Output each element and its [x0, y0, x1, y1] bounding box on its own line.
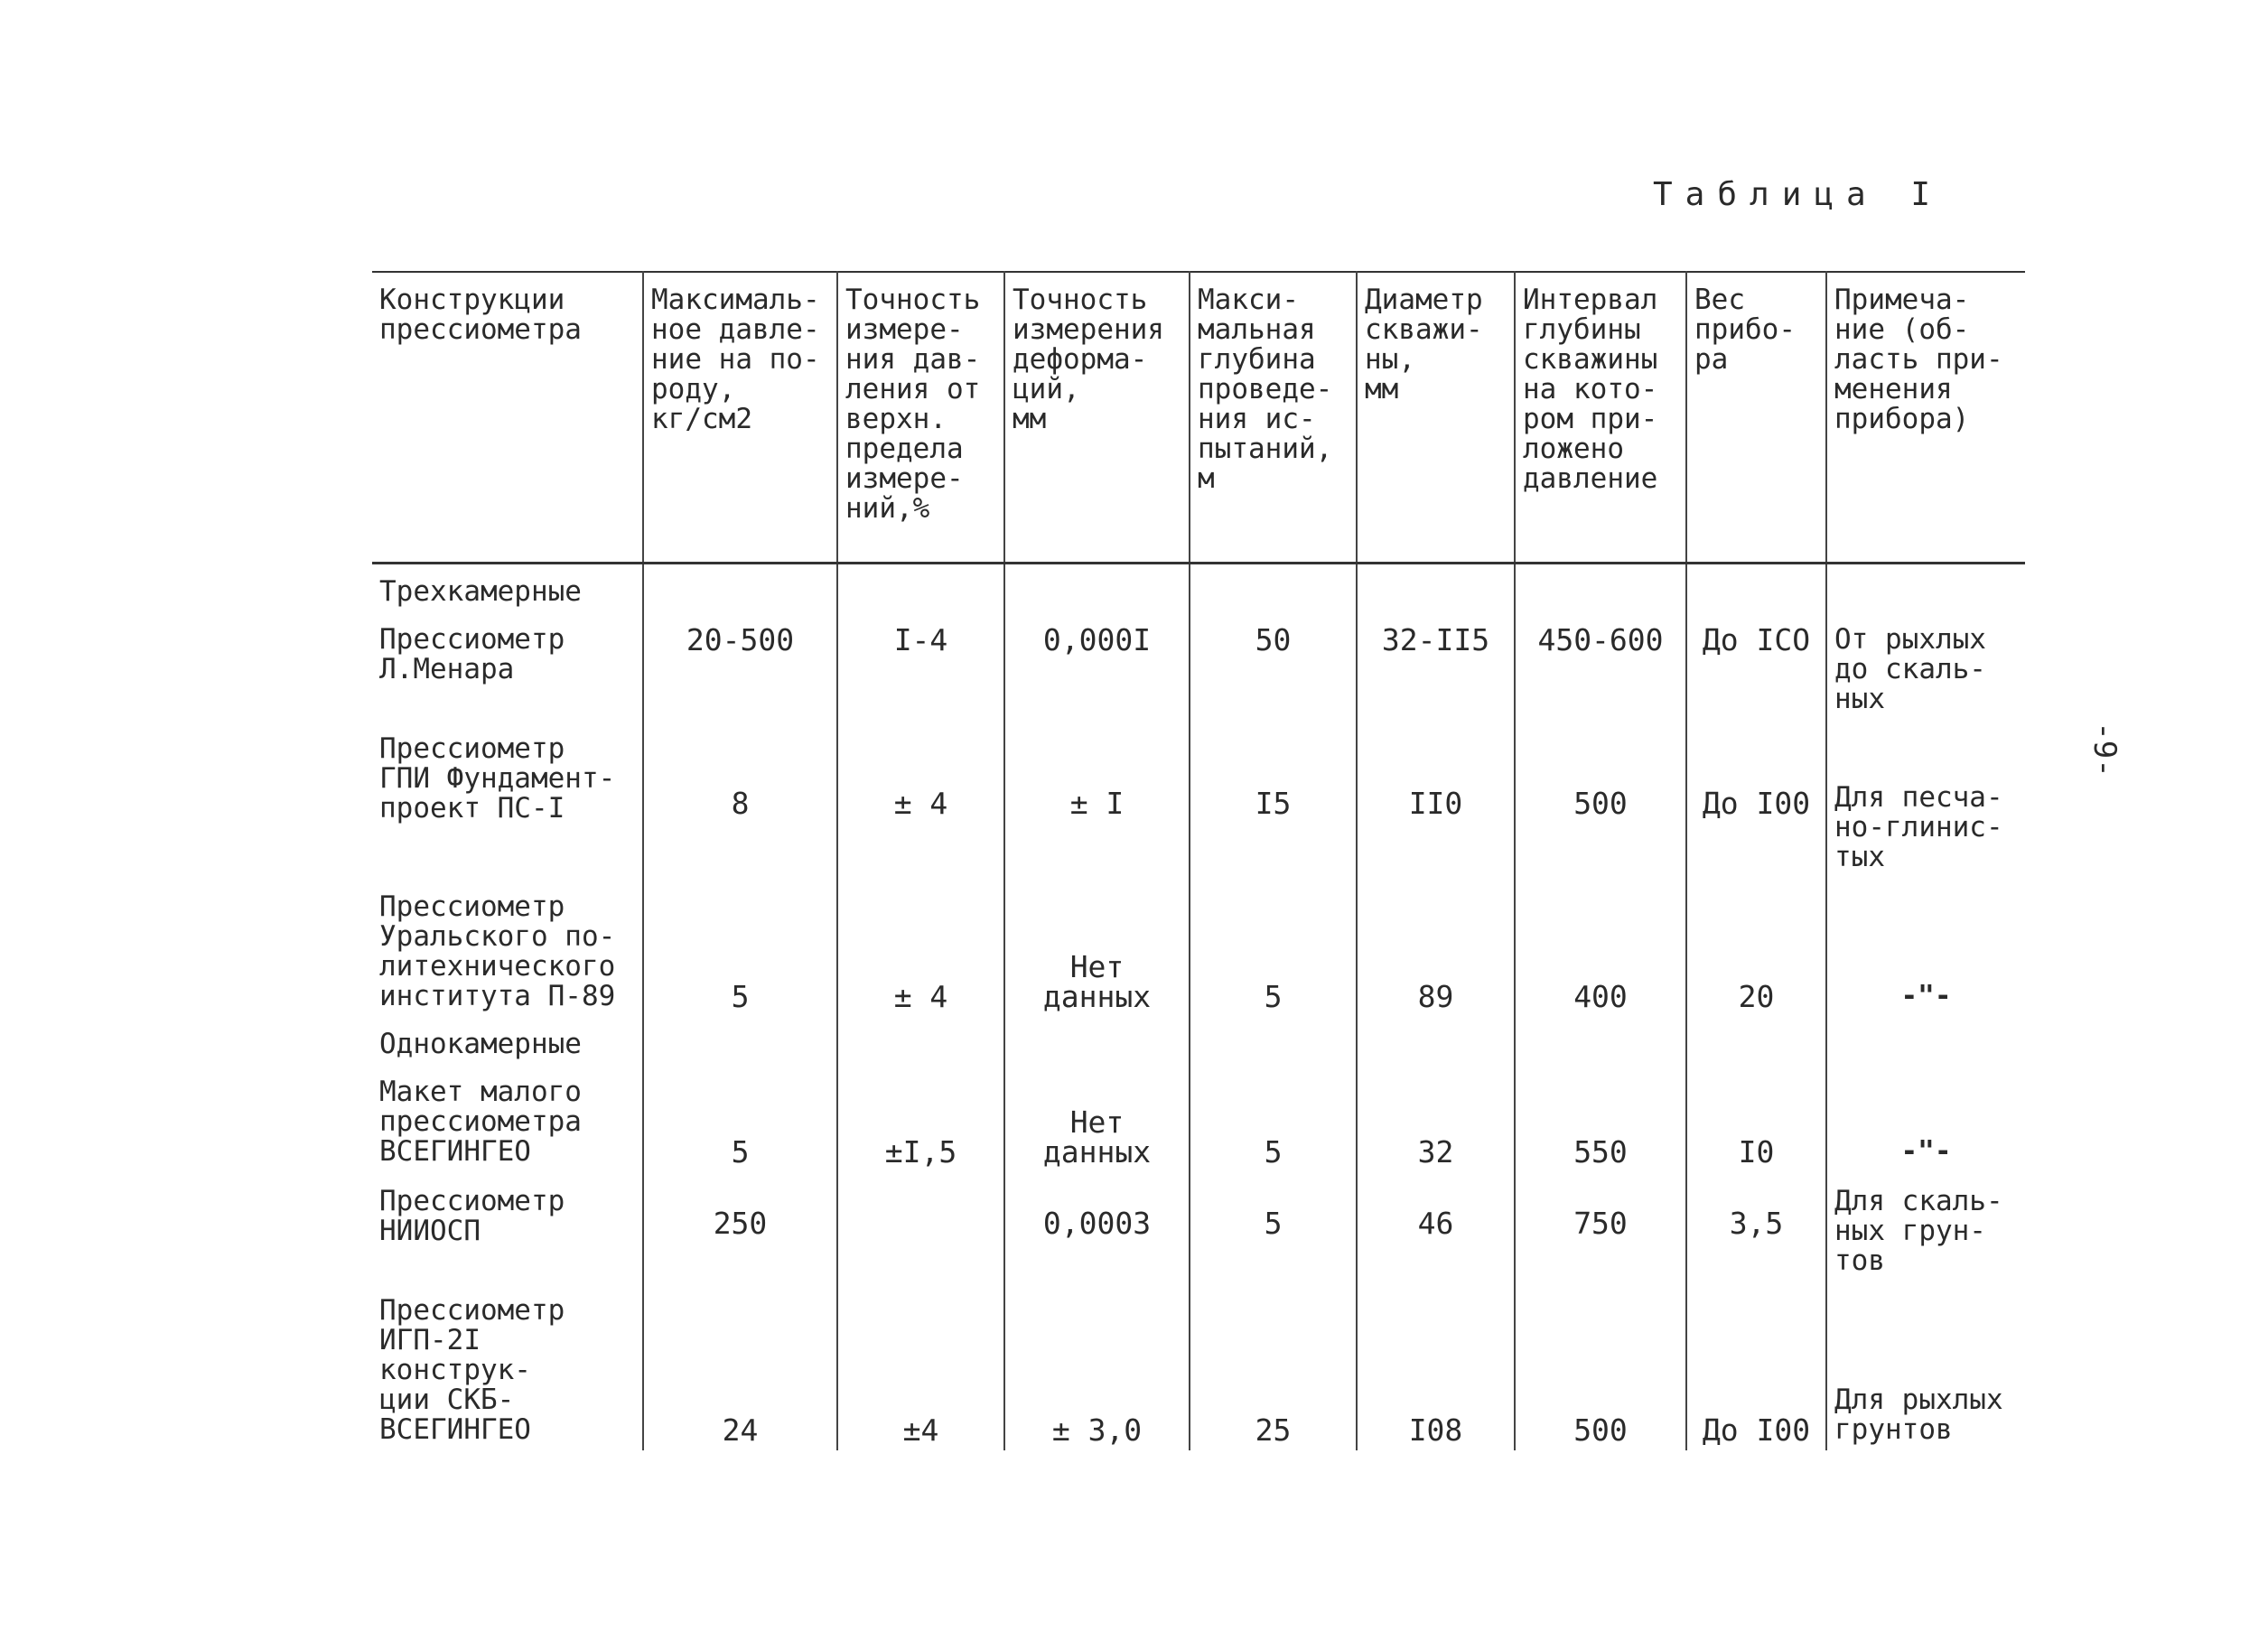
borehole-diameter: 32-II5 — [1357, 610, 1515, 720]
device-name: Прессиометр Л.Менара — [379, 623, 565, 685]
note: От рыхлых до скаль- ных — [1826, 610, 2025, 720]
table-row — [372, 610, 2025, 720]
max-depth: I5 — [1190, 720, 1357, 878]
depth-interval: 750 — [1515, 1172, 1686, 1282]
device-name: Прессиометр Уральского по- литехнического института П-89 — [379, 890, 616, 1012]
deformation-accuracy: 0,000I — [1004, 610, 1190, 720]
group-label: Однокамерные — [379, 1028, 582, 1060]
header-cell: Конструкции прессиометра — [379, 284, 582, 346]
device-weight: До IСО — [1686, 610, 1826, 720]
device-name: Прессиометр ИГП-2I конструк- ции СКБ- ВСЕГИНГЕО — [379, 1294, 565, 1446]
note: Для скаль- ных грун- тов — [1826, 1172, 2025, 1282]
device-name: Прессиометр НИИОСП — [379, 1185, 565, 1247]
device-weight: До I00 — [1686, 1282, 1826, 1450]
note: -"- — [1826, 1063, 2025, 1172]
header-row — [372, 272, 2025, 564]
table-row — [372, 1063, 2025, 1172]
max-depth: 5 — [1190, 1172, 1357, 1282]
page-number: -9- — [2086, 722, 2123, 778]
header-cell: Макси- мальная глубина проведе- ния ис- пытаний, м — [1190, 272, 1357, 564]
group-row — [372, 564, 2025, 611]
device-weight: 20 — [1686, 878, 1826, 1017]
device-weight: До I00 — [1686, 720, 1826, 878]
max-pressure: 8 — [643, 720, 837, 878]
device-weight: 3,5 — [1686, 1172, 1826, 1282]
header-cell: Максималь- ное давле- ние на по- роду, кг/см2 — [643, 272, 837, 564]
max-depth: 5 — [1190, 1063, 1357, 1172]
pressure-accuracy — [837, 1172, 1004, 1282]
max-pressure: 20-500 — [643, 610, 837, 720]
deformation-accuracy: ± I — [1004, 720, 1190, 878]
table-row — [372, 1172, 2025, 1282]
deformation-accuracy: Нет данных — [1004, 878, 1190, 1017]
table-row — [372, 720, 2025, 878]
header-cell: Диаметр скважи- ны, мм — [1357, 272, 1515, 564]
table-title: Таблица I — [1653, 176, 1944, 213]
header-cell: Примеча- ние (об- ласть при- менения прибора) — [1826, 272, 2025, 564]
depth-interval: 550 — [1515, 1063, 1686, 1172]
pressuremeter-table — [372, 271, 2025, 1450]
header-cell: Вес прибо- ра — [1686, 272, 1826, 564]
borehole-diameter: 46 — [1357, 1172, 1515, 1282]
deformation-accuracy: ± 3,0 — [1004, 1282, 1190, 1450]
pressure-accuracy: I-4 — [837, 610, 1004, 720]
borehole-diameter: I08 — [1357, 1282, 1515, 1450]
device-name: Макет малого прессиометра ВСЕГИНГЕО — [379, 1076, 582, 1168]
device-weight: I0 — [1686, 1063, 1826, 1172]
group-row — [372, 1017, 2025, 1063]
depth-interval: 450-600 — [1515, 610, 1686, 720]
max-depth: 5 — [1190, 878, 1357, 1017]
depth-interval: 500 — [1515, 1282, 1686, 1450]
borehole-diameter: II0 — [1357, 720, 1515, 878]
header-cell: Точность измерения деформа- ций, мм — [1004, 272, 1190, 564]
borehole-diameter: 89 — [1357, 878, 1515, 1017]
depth-interval: 500 — [1515, 720, 1686, 878]
table-row — [372, 878, 2025, 1017]
pressure-accuracy: ±4 — [837, 1282, 1004, 1450]
group-label: Трехкамерные — [379, 575, 582, 608]
depth-interval: 400 — [1515, 878, 1686, 1017]
header-cell: Точность измере- ния дав- ления от верхн. предела измере- ний,% — [837, 272, 1004, 564]
deformation-accuracy: 0,0003 — [1004, 1172, 1190, 1282]
max-pressure: 250 — [643, 1172, 837, 1282]
max-depth: 25 — [1190, 1282, 1357, 1450]
header-cell: Интервал глубины скважины на кото- ром при- ложено давление — [1515, 272, 1686, 564]
max-pressure: 5 — [643, 878, 837, 1017]
max-pressure: 5 — [643, 1063, 837, 1172]
pressure-accuracy: ±I,5 — [837, 1063, 1004, 1172]
table-row — [372, 1282, 2025, 1450]
max-pressure: 24 — [643, 1282, 837, 1450]
device-name: Прессиометр ГПИ Фундамент- проект ПС-I — [379, 732, 616, 825]
borehole-diameter: 32 — [1357, 1063, 1515, 1172]
note: Для рыхлых грунтов — [1826, 1282, 2025, 1450]
max-depth: 50 — [1190, 610, 1357, 720]
pressure-accuracy: ± 4 — [837, 878, 1004, 1017]
deformation-accuracy: Нет данных — [1004, 1063, 1190, 1172]
note: -"- — [1826, 878, 2025, 1017]
note: Для песча- но-глинис- тых — [1826, 720, 2025, 878]
pressure-accuracy: ± 4 — [837, 720, 1004, 878]
